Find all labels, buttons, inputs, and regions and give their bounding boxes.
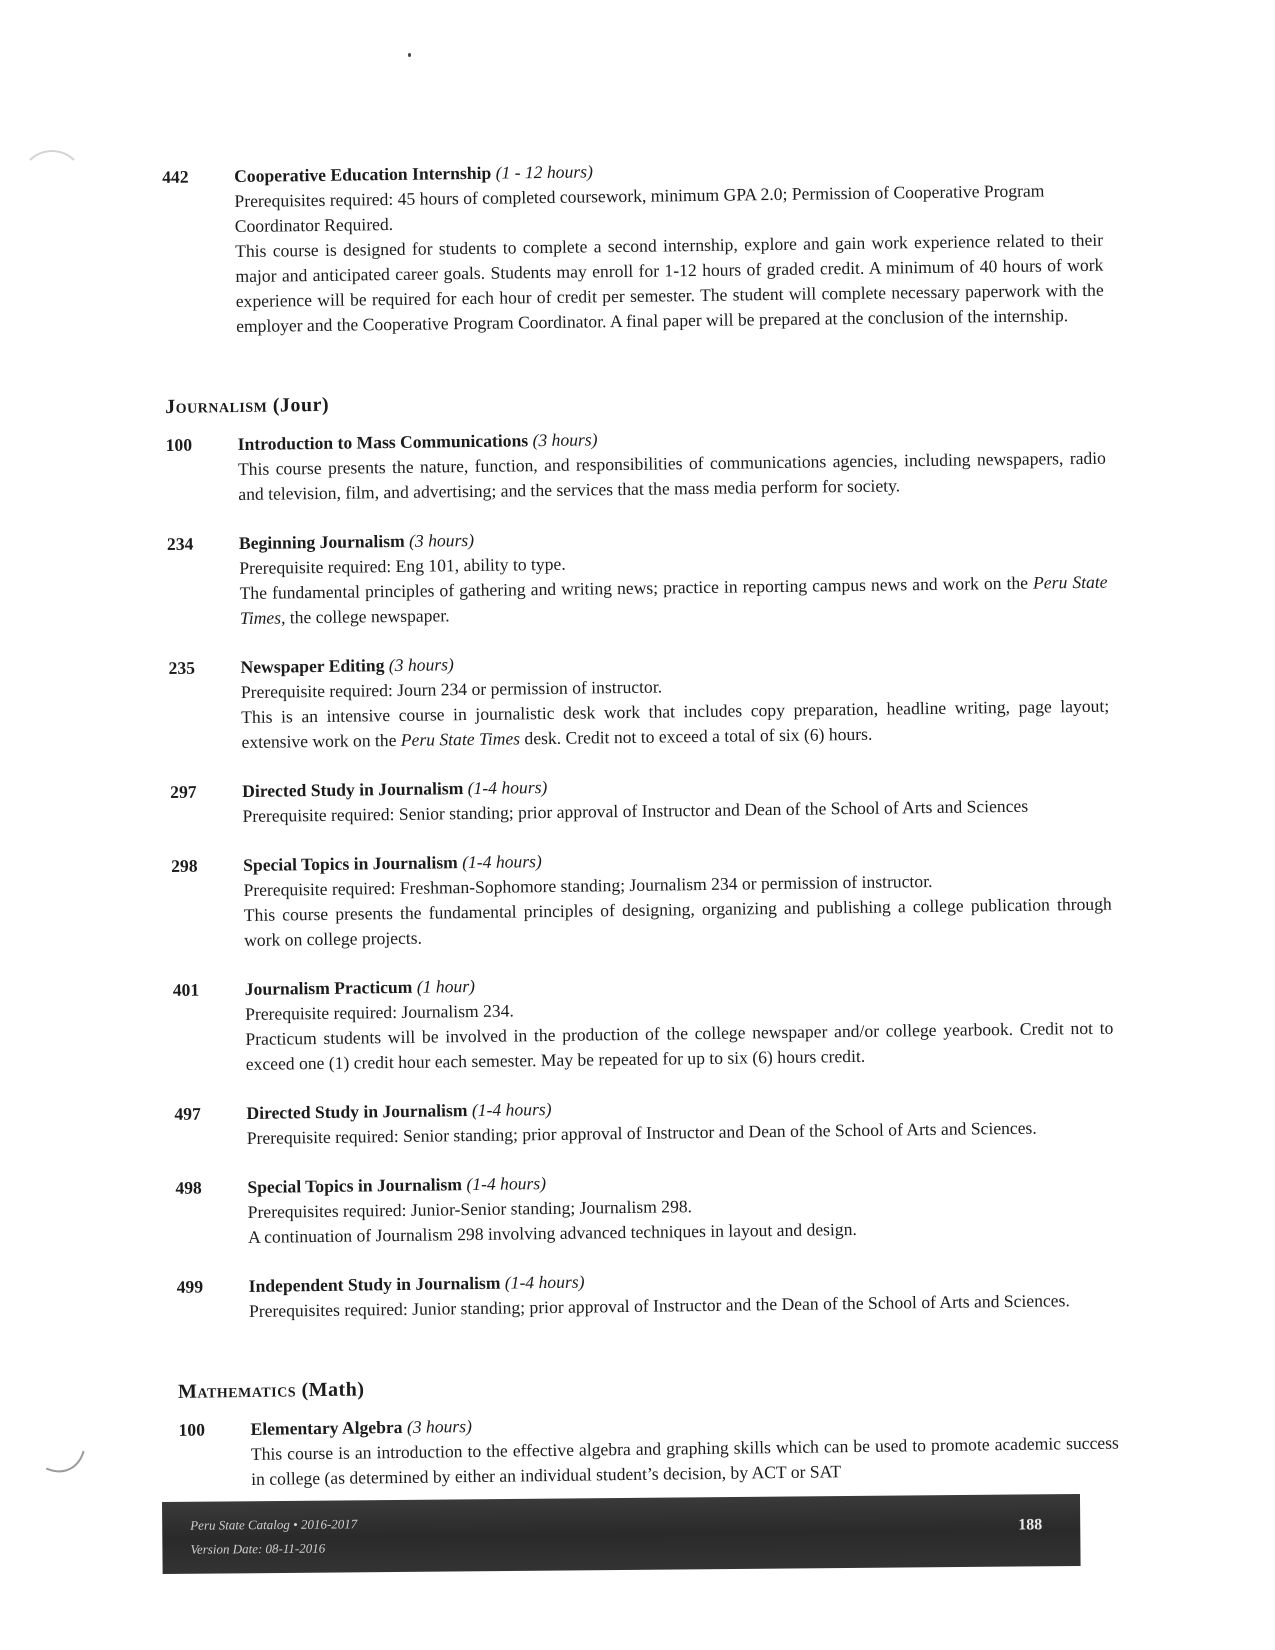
course-prerequisite: Prerequisite required: Senior standing; prior approval of Instructor and Dean of the School of Arts and Sciences. (246, 1117, 1037, 1148)
page-footer (162, 1494, 1081, 1574)
course-hours: (1-4 hours) (466, 1173, 547, 1195)
course-number: 497 (174, 1103, 201, 1124)
section-title: Mathematics (177, 1379, 297, 1403)
description-text: the college newspaper. (285, 605, 450, 628)
course-number: 235 (168, 657, 196, 678)
course-description: This course presents the nature, function, and responsibilities of communications agencies, including newspapers, radio and television, film, and advertising; and the services that the mass media perform for society. (237, 447, 1107, 505)
course-description (241, 694, 1110, 755)
course-number: 498 (175, 1177, 202, 1198)
section-heading-mathematics (178, 1369, 1118, 1404)
course-entry (177, 1263, 1118, 1325)
description-text: This is an intensive course in journalistic desk work that includes copy preparation, headline writing, page layout; extensive work on the (241, 695, 1110, 753)
course-number: 499 (176, 1276, 204, 1297)
course-title: Cooperative Education Internship (234, 162, 492, 187)
course-title: Introduction to Mass Communications (237, 430, 529, 455)
course-entry (168, 644, 1109, 756)
scan-edge-mark (20, 150, 84, 214)
section-heading-journalism (165, 384, 1105, 419)
course-prerequisite: Prerequisites required: 45 hours of completed coursework, minimum GPA 2.0; Permission of Cooperative Program Coordinator Required. (234, 180, 1045, 237)
description-text: The fundamental principles of gathering and writing news; practice in reporting campus news and work on the (239, 572, 1034, 604)
course-hours: (3 hours) (408, 529, 475, 551)
course-title: Journalism Practicum (244, 976, 413, 999)
course-prerequisite: Prerequisite required: Journ 234 or permission of instructor. (240, 676, 663, 703)
course-hours: (3 hours) (388, 654, 454, 676)
course-hours: (3 hours) (532, 429, 598, 451)
course-number: 298 (171, 855, 198, 876)
course-hours: (1 hour) (416, 975, 476, 997)
course-title: Special Topics in Journalism (247, 1174, 463, 1197)
course-number: 442 (162, 166, 189, 187)
course-prerequisite: Prerequisites required: Junior-Senior standing; Journalism 298. (247, 1196, 693, 1222)
course-hours: (3 hours) (406, 1416, 473, 1437)
course-description: This course presents the fundamental principles of designing, organizing and publishing a college publication through work on college projects. (243, 893, 1112, 950)
course-entry (162, 153, 1104, 340)
course-title: Special Topics in Journalism (243, 852, 458, 875)
course-entry (171, 842, 1112, 954)
course-entry (174, 1090, 1115, 1152)
course-listing (162, 153, 1120, 1517)
newspaper-name: Peru State Times, (239, 571, 1108, 629)
scan-speck (408, 53, 411, 57)
catalog-name: Peru State Catalog • 2016-2017 (190, 1516, 358, 1533)
course-prerequisite: Prerequisite required: Senior standing; prior approval of Instructor and Dean of the School of Arts and Sciences (242, 795, 1029, 827)
course-entry (175, 1164, 1116, 1251)
course-number: 401 (172, 979, 200, 1000)
course-number: 297 (170, 781, 197, 802)
course-entry (178, 1406, 1119, 1493)
course-hours: (1-4 hours) (504, 1271, 585, 1293)
course-hours: (1-4 hours) (467, 777, 548, 799)
course-title: Directed Study in Journalism (242, 778, 464, 802)
section-abbreviation: (Jour) (272, 393, 330, 417)
course-title: Directed Study in Journalism (246, 1100, 468, 1123)
course-prerequisite: Prerequisite required: Freshman-Sophomore standing; Journalism 234 or permission of instructor. (243, 870, 933, 900)
course-prerequisite: Prerequisite required: Eng 101, ability to type. (239, 553, 566, 579)
course-number: 100 (165, 434, 193, 455)
course-title: Independent Study in Journalism (248, 1272, 501, 1296)
course-entry (170, 768, 1111, 830)
course-title: Newspaper Editing (240, 655, 385, 678)
section-title: Journalism (165, 394, 268, 418)
course-title: Elementary Algebra (250, 1416, 403, 1439)
version-date: Version Date: 08-11-2016 (190, 1540, 326, 1557)
course-description: This course is an introduction to the effective algebra and graphing skills which can be used to promote academic success in college (as determined by either an individual student’s decision, by ACT or SAT (250, 1432, 1119, 1489)
course-entry (167, 520, 1108, 632)
page-number: 188 (1018, 1516, 1043, 1534)
course-entry (173, 966, 1114, 1078)
course-prerequisite: Prerequisite required: Journalism 234. (244, 1000, 514, 1024)
section-abbreviation: (Math) (301, 1378, 365, 1402)
course-number: 100 (178, 1419, 206, 1440)
scan-edge-mark (5, 1380, 99, 1483)
newspaper-name: Peru State Times (400, 728, 521, 750)
description-text: desk. Credit not to exceed a total of six (6) hours. (519, 723, 873, 749)
course-hours: (1-4 hours) (462, 851, 542, 873)
course-description: This course is designed for students to complete a second internship, explore and gain work experience related to their major and anticipated career goals. Students may enroll for 1-12 hours of graded credit. A minimum of 40 hours of work experience will be required for each hour of credit per semester. The student will complete necessary paperwork with the employer and the Cooperative Program Coordinator. A final paper will be prepared at the conclusion of the internship. (235, 229, 1104, 337)
course-hours: (1 - 12 hours) (495, 161, 594, 183)
course-description (239, 570, 1108, 631)
course-hours: (1-4 hours) (471, 1098, 552, 1121)
course-prerequisite: Prerequisites required: Junior standing; prior approval of Instructor and the Dean of the School of Arts and Sciences. (248, 1290, 1070, 1321)
course-entry (166, 421, 1107, 508)
course-title: Beginning Journalism (238, 530, 405, 554)
course-description: Practicum students will be involved in the production of the college newspaper and/or college yearbook. Credit not to exceed one (1) credit hour each semester. May be repeated for up to six (6) hours credit. (245, 1017, 1114, 1074)
course-description: A continuation of Journalism 298 involving advanced techniques in layout and design. (247, 1218, 857, 1247)
course-number: 234 (166, 533, 194, 554)
